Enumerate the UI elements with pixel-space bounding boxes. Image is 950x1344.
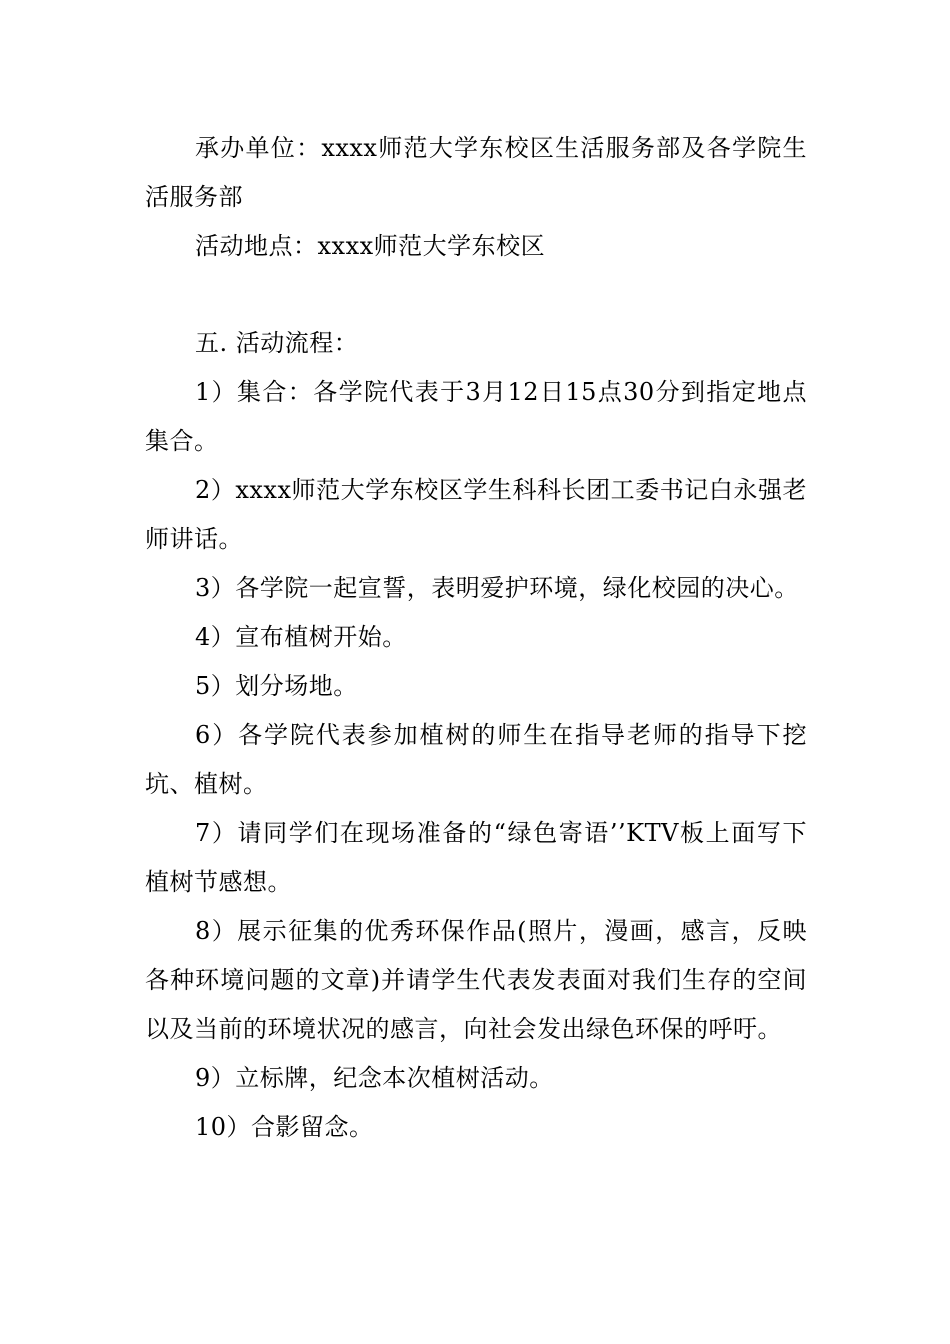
list-item: 4）宣布植树开始。: [195, 623, 407, 651]
list-item: 7）请同学们在现场准备的“绿色寄语’’KTV板上面写下植树节感想。: [145, 819, 807, 896]
document-page: [145, 124, 807, 1152]
section-heading: 五. 活动流程：: [195, 329, 359, 357]
venue-paragraph: 活动地点：xxxx师范大学东校区: [195, 232, 546, 260]
list-item: 8）展示征集的优秀环保作品(照片，漫画，感言，反映各种环境问题的文章)并请学生代表发表面对我们生存的空间以及当前的环境状况的感言，向社会发出绿色环保的呼吁。: [145, 917, 807, 1043]
list-item: 2）xxxx师范大学东校区学生科科长团工委书记白永强老师讲话。: [145, 476, 807, 553]
list-item: 5）划分场地。: [195, 672, 358, 700]
list-item: 3）各学院一起宣誓，表明爱护环境，绿化校园的决心。: [195, 574, 799, 602]
organizer-paragraph: 承办单位：xxxx师范大学东校区生活服务部及各学院生活服务部: [145, 134, 807, 211]
list-item: 9）立标牌，纪念本次植树活动。: [195, 1064, 554, 1092]
section-gap: [145, 271, 807, 319]
list-item: 6）各学院代表参加植树的师生在指导老师的指导下挖坑、植树。: [145, 721, 807, 798]
list-item: 1）集合：各学院代表于3月12日15点30分到指定地点集合。: [145, 378, 807, 455]
list-item: 10）合影留念。: [195, 1113, 374, 1141]
